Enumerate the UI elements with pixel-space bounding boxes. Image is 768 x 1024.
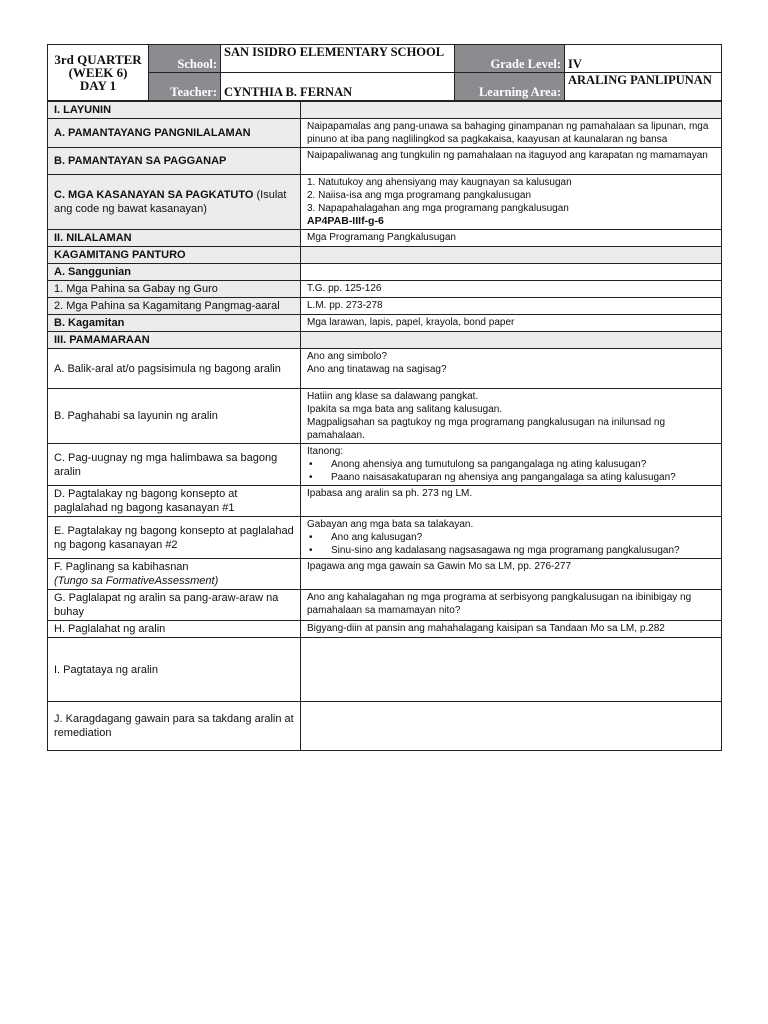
- table-row: [48, 621, 722, 638]
- pagtalakay-2-intro: Gabayan ang mga bata sa talakayan.: [307, 519, 474, 530]
- learning-area-label: Learning Area:: [455, 73, 565, 101]
- kasanayan-value: [301, 175, 722, 230]
- paghahabi-line: Hatiin ang klase sa dalawang pangkat.: [307, 391, 479, 402]
- grade-level-value: IV: [565, 45, 722, 73]
- section-row: [48, 332, 722, 349]
- table-row: [48, 175, 722, 230]
- list-item: • Ano ang kalusugan?: [307, 531, 715, 544]
- table-row: [48, 389, 722, 444]
- kagamitang-pangmag-aaral-label: 2. Mga Pahina sa Kagamitang Pangmag-aaral: [48, 298, 301, 315]
- balik-aral-label: A. Balik-aral at/o pagsisimula ng bagong aralin: [48, 349, 301, 389]
- school-label: School:: [149, 45, 221, 73]
- competency-code: AP4PAB-IIIf-g-6: [307, 215, 384, 227]
- table-row: [48, 119, 722, 148]
- kagamitang-panturo-heading: KAGAMITANG PANTURO: [48, 247, 301, 264]
- pamantayan-sa-pagganap-label: B. PAMANTAYAN SA PAGGANAP: [48, 148, 301, 175]
- week-text: (WEEK 6): [68, 65, 128, 80]
- section-row: [48, 102, 722, 119]
- pag-uugnay-label: C. Pag-uugnay ng mga halimbawa sa bagong aralin: [48, 444, 301, 486]
- paglinang-label-text: F. Paglinang sa kabihasnan: [54, 561, 189, 573]
- lesson-plan-table: [47, 101, 722, 751]
- balik-aral-line: Ano ang tinatawag na sagisag?: [307, 364, 447, 375]
- table-row: [48, 298, 722, 315]
- table-row: [48, 349, 722, 389]
- pag-uugnay-intro: Itanong:: [307, 446, 344, 457]
- list-item: • Paano naisasakatuparan ng ahensiya ang pangangalaga sa ating kalusugan?: [307, 471, 715, 484]
- table-row: [48, 230, 722, 247]
- pamantayan-sa-pagganap-value: Naipapaliwanag ang tungkulin ng pamahalaan na itaguyod ang karapatan ng mamamayan: [301, 148, 722, 175]
- table-row: [48, 702, 722, 751]
- kagamitan-label: B. Kagamitan: [48, 315, 301, 332]
- paghahabi-line: Ipakita sa mga bata ang salitang kalusugan.: [307, 404, 503, 415]
- karagdagang-gawain-value: [301, 702, 722, 751]
- kasanayan-item: 1. Natutukoy ang ahensiyang may kaugnayan sa kalusugan: [307, 177, 572, 188]
- gabay-value: T.G. pp. 125-126: [301, 281, 722, 298]
- pagtalakay-1-value: Ipabasa ang aralin sa ph. 273 ng LM.: [301, 486, 722, 517]
- pagtalakay-2-label: E. Pagtalakay ng bagong konsepto at paglalahad ng bagong kasanayan #2: [48, 517, 301, 559]
- learning-area-value: ARALING PANLIPUNAN: [565, 73, 722, 101]
- table-row: [48, 264, 722, 281]
- table-row: [48, 590, 722, 621]
- nilalaman-label: II. NILALAMAN: [48, 230, 301, 247]
- paglinang-value: Ipagawa ang mga gawain sa Gawin Mo sa LM, pp. 276-277: [301, 559, 722, 590]
- paghahabi-line: Magpaligsahan sa pagtukoy ng mga programang pangkalusugan na inilunsad ng pamahalaan.: [307, 417, 666, 441]
- list-item: • Sinu-sino ang kadalasang nagsasagawa ng mga programang pangkalusugan?: [307, 544, 715, 557]
- paglinang-label-italic: (Tungo sa FormativeAssessment): [54, 575, 219, 587]
- pamantayang-pangnilalaman-value: Naipapamalas ang pang-unawa sa bahaging ginampanan ng pamahalaan sa lipunan, mga pinuno at iba pang naglilingkod sa pagkakaisa, kaayusan at kaunalaran ng bansa: [301, 119, 722, 148]
- pagtataya-label: I. Pagtataya ng aralin: [48, 638, 301, 702]
- nilalaman-value: Mga Programang Pangkalusugan: [301, 230, 722, 247]
- kagamitan-value: Mga larawan, lapis, papel, krayola, bond paper: [301, 315, 722, 332]
- paghahabi-value: [301, 389, 722, 444]
- pamantayang-pangnilalaman-label: A. PAMANTAYANG PANGNILALAMAN: [48, 119, 301, 148]
- table-row: [48, 559, 722, 590]
- teacher-label: Teacher:: [149, 73, 221, 101]
- table-row: [48, 315, 722, 332]
- table-row: [48, 281, 722, 298]
- header-table: [47, 44, 722, 101]
- paglalapat-label: G. Paglalapat ng aralin sa pang-araw-araw na buhay: [48, 590, 301, 621]
- table-row: [48, 638, 722, 702]
- gabay-label: 1. Mga Pahina sa Gabay ng Guro: [48, 281, 301, 298]
- table-row: [48, 444, 722, 486]
- list-item: • Anong ahensiya ang tumutulong sa pangangalaga ng ating kalusugan?: [307, 458, 715, 471]
- grade-level-label: Grade Level:: [455, 45, 565, 73]
- paglalahat-label: H. Paglalahat ng aralin: [48, 621, 301, 638]
- paglalapat-value: Ano ang kahalagahan ng mga programa at serbisyong pangkalusugan na ibinibigay ng pamahalaan sa mamamayan nito?: [301, 590, 722, 621]
- karagdagang-gawain-label: J. Karagdagang gawain para sa takdang aralin at remediation: [48, 702, 301, 751]
- balik-aral-value: [301, 349, 722, 389]
- paglinang-label: [48, 559, 301, 590]
- paghahabi-label: B. Paghahabi sa layunin ng aralin: [48, 389, 301, 444]
- table-row: [48, 517, 722, 559]
- pagtataya-value: [301, 638, 722, 702]
- quarter-text: 3rd QUARTER: [54, 52, 142, 67]
- quarter-cell: [48, 45, 149, 101]
- pagtalakay-1-label: D. Pagtalakay ng bagong konsepto at paglalahad ng bagong kasanayan #1: [48, 486, 301, 517]
- balik-aral-line: Ano ang simbolo?: [307, 351, 388, 362]
- kasanayan-label-bold: C. MGA KASANAYAN SA PAGKATUTO: [54, 189, 254, 201]
- pagtalakay-2-value: [301, 517, 722, 559]
- table-row: [48, 486, 722, 517]
- kagamitang-pangmag-aaral-value: L.M. pp. 273-278: [301, 298, 722, 315]
- pagtalakay-2-list: [307, 531, 715, 557]
- kasanayan-item: 2. Naiisa-isa ang mga programang pangkalusugan: [307, 190, 532, 201]
- day-text: DAY 1: [79, 78, 117, 93]
- pag-uugnay-value: [301, 444, 722, 486]
- kasanayan-item: 3. Napapahalagahan ang mga programang pangkalusugan: [307, 203, 569, 214]
- kasanayan-label-rest: (Isulat ang code ng bawat kasanayan): [54, 189, 287, 215]
- pag-uugnay-list: [307, 458, 715, 484]
- sanggunian-label: A. Sanggunian: [48, 264, 301, 281]
- kasanayan-label: [48, 175, 301, 230]
- pamamaraan-heading: III. PAMAMARAAN: [48, 332, 301, 349]
- school-value: SAN ISIDRO ELEMENTARY SCHOOL: [221, 45, 455, 73]
- table-row: [48, 148, 722, 175]
- paglalahat-value: Bigyang-diin at pansin ang mahahalagang kaisipan sa Tandaan Mo sa LM, p.282: [301, 621, 722, 638]
- teacher-value: CYNTHIA B. FERNAN: [221, 73, 455, 101]
- section-row: [48, 247, 722, 264]
- layunin-heading: I. LAYUNIN: [48, 102, 301, 119]
